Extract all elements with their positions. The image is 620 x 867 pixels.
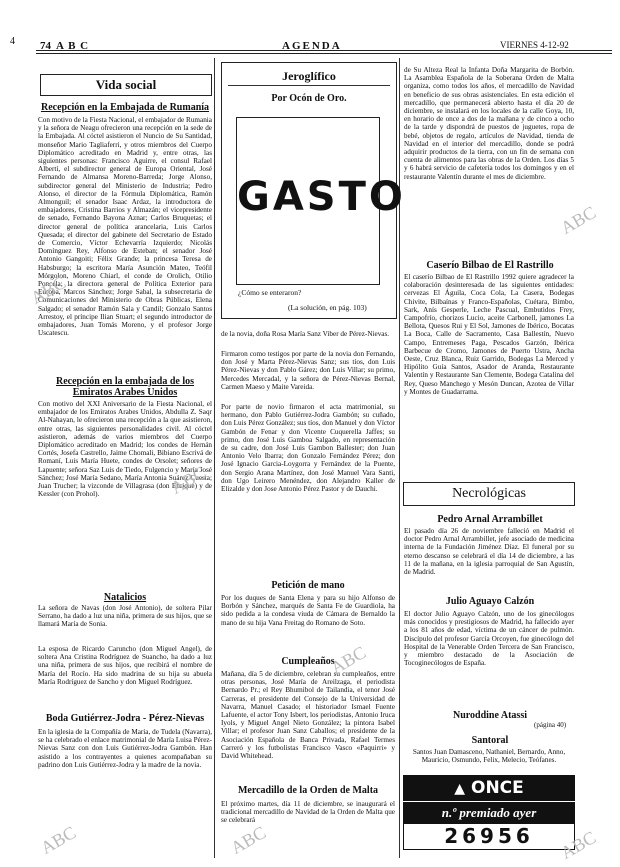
santoral-title: Santoral	[471, 735, 509, 746]
abc-watermark: ABC	[167, 462, 210, 498]
once-logo: ▲ ONCE	[403, 775, 575, 801]
header-rule	[36, 50, 612, 51]
puzzle-solution-ref: (La solución, en pág. 103)	[288, 303, 367, 312]
article-headline: Caserío Bilbao de El Rastrillo	[426, 260, 554, 271]
page-reference: (página 40)	[534, 721, 567, 729]
once-figure-icon: ▲	[454, 781, 465, 797]
newspaper-name: A B C	[56, 40, 90, 52]
obituary-name: Julio Aguayo Calzón	[445, 596, 535, 607]
header-rule-thin	[36, 53, 612, 54]
once-lottery-box	[403, 775, 575, 851]
issue-date: VIERNES 4-12-92	[500, 40, 569, 50]
page-number: 74	[40, 40, 51, 52]
divider	[228, 85, 390, 86]
obituary-name: Pedro Arnal Arrambillet	[437, 514, 543, 525]
abc-watermark: ABC	[227, 822, 270, 858]
article-body: Mañana, día 5 de diciembre, celebran su cumpleaños, entre otras personas, José María de Areilzaga, el periodista Bernardo Pr.; el Rey Bhumibol de Tailandia, el tenor José Carreras, el presidente del Consejo de la Universidad de Navarra, Manuel Casado; el historiador Ismael Fuente Lafuente, el actor Tony Isbert, los periodistas, Antonio Iruca Iyols, y Miguel Angel Nieto González; la pintora Isabel Villar; el profesor Juan Sanz Caballos; el presidente de la Asociación Española de Banca Privada, Rafael Termes Carreró y los futbolistas Francisco Vasco «Paquirri» y David Whitehead.	[221, 670, 395, 761]
abc-watermark: ABC	[557, 202, 600, 238]
article-body: El próximo martes, día 11 de diciembre, se inaugurará el tradicional mercadillo de Navidad de la Orden de Malta que se celebrará	[221, 800, 395, 825]
margin-mark: 4	[10, 36, 15, 47]
article-headline: Recepción en la Embajada de Rumanía	[40, 102, 210, 113]
obituary-body: El pasado día 26 de noviembre falleció en Madrid el doctor Pedro Arnal Arrambillet, jefe asociado de medicina interna de la Fundación Jiménez Díaz. El funeral por su eterno descanso se celebrará el día 14 de diciembre, a las 11 de la mañana, en la iglesia parroquial de San Agustín, de Madrid.	[404, 527, 574, 577]
abc-watermark: ABC	[557, 827, 600, 863]
once-label: n.º premiado ayer	[403, 801, 575, 823]
article-body: Con motivo de la Fiesta Nacional, el embajador de Rumania y la señora de Neagu ofrecieron una recepción en la sede de la Embajada. Al cóctel asistieron el Nuncio de Su Santidad, monseñor Mario Tagliaferri, y otros miembros del Cuerpo Diplomático acreditado en Madrid y, entre otras, las siguientes personas: Francisco Aguirre, el consul Rafael Albertí, el subdirector general de Europa Oriental, José Fernando de Almansa Moreno-Barreda; Jorge Alonso, subdirector general del Ministerio de Industria; Pedro Alonso, el director de la Fórmula Diplomática, Ramón Almonguil; el senador Isaac Ardaz, la introductora de embajadores, Cristina Barrios y Almazán; el vicepresidente de senado, Fernando Bayona Aznar; Carlos Bruquetas; el director general de política arancelaria, Luis Carlos Quesada; el director del gabinete del Secretario de Estado de Comercio, Víctor Echevarría Izquierdo; Nicolás Domínguez Rey, Alfonso de Esteban; el senador José Antonio Gangoiti; Félix Grande; la princesa Teresa de Habsburgo; la escritora María Asunción Mateo, Teófil Mórgolon, Moreno Chiarl, el conde de Orolich, Otilio Poncela; la directora general de Política Exterior para Europa, Marcos Sánchez; Jorge Sabal, la subsecretaria de Comunicaciones del Ministerio de Obras Públicas, Elena Salgado; el senador Ramón Sala y Candil; Gonzalo Santos Arrestoy, el príncipe Ilian Stuart; el segundo introductor de embajadores, Juan Tomás Moreno, y el profesor Jorge Uscatescu.	[38, 116, 212, 338]
article-headline: Recepción en la embajada de los Emiratos Arabes Unidos	[55, 376, 195, 398]
article-body: En la iglesia de la Compañía de María, de Tudela (Navarra), se ha celebrado el enlace matrimonial de María Luisa Pérez-Nievas Sanz con don Luis Gutiérrez-Jodra Gambón. Han asistido a los contrayentes a quienes acompañaban su padrino don Luis Gutiérrez-Jodra y la madre de la novia.	[38, 728, 212, 769]
puzzle-word: GASTO	[237, 174, 406, 220]
article-body: Firmaron como testigos por parte de la novia don Fernando, don José y Marta Pérez-Nievas Sanz; sus tíos, don Luis Pérez-Nievas y don Pablo Gárez; don Luis Villar; su primo, Mercedes Mercadal, y la señora de Pérez-Nievas Bernal, Carmen Maeso y Maite Vareida.	[221, 350, 395, 391]
article-body: Por los duques de Santa Elena y para su hijo Alfonso de Borbón y Sánchez, marqués de Santa Fe de Guardiola, ha sido pedida a la condesa viuda de Cámara de Bernaldo la mano de su hija Vana Freitag do Romano de Soto.	[221, 594, 395, 627]
abc-watermark: ABC	[327, 642, 370, 678]
obituary-name: Nuroddine Atassi	[452, 710, 527, 721]
column-divider	[214, 58, 215, 858]
santoral-body: Santos Juan Damasceno, Nathaniel, Bernardo, Anno, Mauricio, Osmundo, Felix, Melecio, Teófanes.	[412, 748, 566, 765]
puzzle-frame	[236, 117, 406, 285]
jeroglifico-title: Jeroglífico	[282, 69, 336, 83]
jeroglifico-author: Por Ocón de Oro.	[271, 93, 347, 104]
abc-watermark: ABC	[27, 272, 70, 308]
article-body: Por parte de novio firmaron el acta matrimonial, su hermano, don Pablo Gutiérrez-Jodra Gambón; su cuñado, don Luis Pérez González; sus tíos, don Manuel y don Víctor Gambón de Fenar y don Vicente Cuquerella Jaffes; su primo, don José Luis Gamboa Salgado, en representación de su cadre, don José Luis Gambon Ballester; don Juan Antonio Velo Ibarra; don Gonzalo Fernández Pérez; don José Ignacio Garcia-Loygorra y Fernández de la Puente, don Sergio Arana Martínez, don José Manuel Vara Santi, don Ugo Leirero Menéndez, don Alejandro Kaller de Elizalde y don Jose Antonio Pérez Pastor y de Dauchi.	[221, 403, 395, 494]
article-body: Con motivo del XXI Aniversario de la Fiesta Nacional, el embajador de los Emiratos Arabes Unidos, Abdulla Z. Saqr Al-Nahayan, le ofrecieron una recepción a la que asistieron, entre otras, las siguientes personalidades civil. Al cóctel asistieron, además de varios miembros del Cuerpo Diplomático acreditado en Madrid; los condes de Hernán Cortés, Josefa Castrello, Jaime Chomali, Bibiano Escrivá de Romaní, Luis María Huete, condes de Orsolet; señores de Lapuente; señora Saz Luis de Tiedo, Fulgencio y María José Sánchez; José María Sedano, María Antonia Suárez Cuesta; Juan Trucher; la vizconde de Villagrasa (don Enrique) y de Kessler (con Prohol).	[38, 400, 212, 499]
abc-watermark: ABC	[37, 822, 80, 858]
article-body: de la novia, doña Rosa María Sanz Viber de Pérez-Nievas.	[221, 330, 390, 338]
article-headline: Cumpleaños	[281, 656, 335, 667]
article-headline: Boda Gutiérrez-Jodra - Pérez-Nievas	[45, 713, 205, 724]
section-name: AGENDA	[282, 40, 342, 52]
article-headline: Mercadillo de la Orden de Malta	[237, 785, 379, 796]
article-body: El caserío Bilbao de El Rastrillo 1992 quiere agradecer la colaboración desinteresada de las siguientes entidades: cervezas El Águila, Coca Cola, La Casera, Bodegas Chivite, Bilbaínas y Franco-Españolas, Cuétara, Bimbo, Sark, Anís Gesperle, Leche Pascual, Embutidos Frey, Campofrío, chorizos Lucio, aceite Carbonell, jamones La Bellota, Quesos Rui y El Sol, Jamones de Ibérico, Bocatas La Boca, Calle de Sacramento, Casa Ballestín, Nuevo Campo, Entremeses Paga, Pescados Garzón, Ibérica Barbecue de Cromo, Jamones de Puerto Ustra, Ancha Oeste, Cruz Blanca, Ruiz Garrido, Bodegas La Merced y Hipólito Guía Santos, Asador de Aranda, Restaurante Valentín y Restaurante San Clemente, Bodega Catalina del Rey, Queso Manchego y Mesón Duncan, Azotea de Villar y Montes de Guadarrama.	[404, 273, 574, 396]
obituary-body: El doctor Julio Aguayo Calzón, uno de los ginecólogos más conocidos y prestigiosos de Madrid, ha fallecido ayer a los 81 años de edad, víctima de un cáncer de pulmón. Discípulo del profesor García Orcoyen, fue ginecólogo del Hospital de la Venerable Orden Tercera de San Francisco, y miembro destacado de la Asociación de Tocoginecólogos de España.	[404, 610, 574, 668]
puzzle-question: ¿Cómo se enteraron?	[238, 288, 302, 297]
section-title-necrologicas: Necrológicas	[403, 482, 575, 506]
article-body: de Su Alteza Real la Infanta Doña Margarita de Borbón. La Asamblea Española de la Soberana Orden de Malta organiza, como todos los años, el mercadillo de Navidad en beneficio de sus obras asistenciales. En esta edición el mercadillo, que permanecerá abierto hasta el día 20 de diciembre, se instalará en los locales de la calle Goya, 10, en horario de once a dos de la mañana y de cinco a ocho de la tarde y dispondrá de puestos de juguetes, ropa de bebé, objetos de regalo, artículos de Navidad, tienda de Navidad en el interior del mercadillo, donde se podrá adquirir productos de la tierra, con un fin de semana con cuenta de alimentos para las obras de la Orden. Los días 5 y 6 habrá servicio de cafetería todos los domingos y en el restaurante Valentín durante el mes de diciembre.	[404, 66, 574, 181]
article-headline: Petición de mano	[271, 580, 345, 591]
article-body: La señora de Navas (don José Antonio), de soltera Pilar Serrano, ha dado a luz una niña, primera de sus hijos, que se llamará María de Sonia.	[38, 604, 212, 629]
section-title-vida-social: Vida social	[40, 74, 212, 96]
once-winning-number: 26956	[403, 823, 575, 850]
article-body: La esposa de Ricardo Caruncho (don Miguel Angel), de soltera Ana Cristina Rodríguez de Suancho, ha dado a luz una niña, primera de sus hijos, que recibirá el nombre de María del Rocío. Ha sido madrina de su hija su abuela María Rodríguez de Sancho y don Miguel Rodríguez.	[38, 645, 212, 686]
jeroglifico-box	[221, 62, 406, 319]
article-headline: Natalicios	[103, 592, 147, 603]
